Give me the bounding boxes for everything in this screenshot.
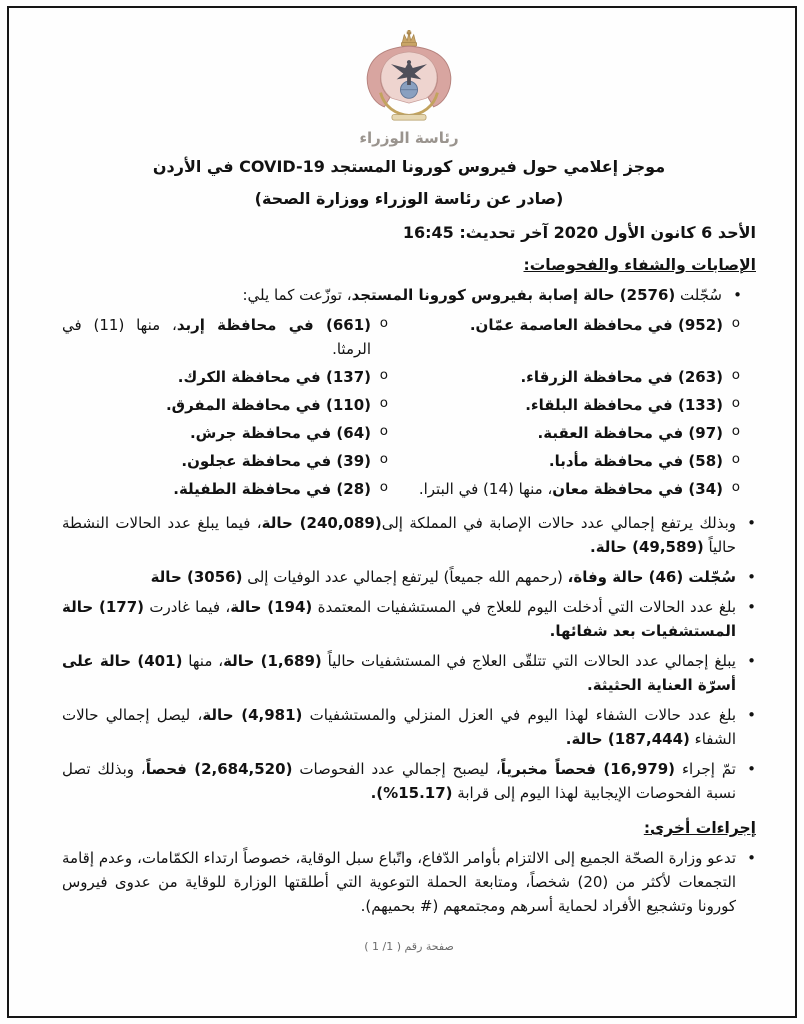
bullet-text-regular: ، وبذلك تصل نسبة الفحوصات الإيجابية لهذا اليوم إلى قرابة xyxy=(62,760,736,802)
circle-bullet-marker: o xyxy=(379,451,388,467)
bullet-text xyxy=(62,449,371,473)
measures-bullet-list xyxy=(62,846,756,918)
bullet-text xyxy=(62,421,371,445)
bullet-marker: • xyxy=(747,652,756,670)
bullet-text-emphasis: (240,089) حالة xyxy=(261,514,382,532)
stat-bullet-item xyxy=(62,703,756,751)
bullet-text-emphasis: (661) في محافظة إربد xyxy=(176,316,371,334)
bullet-text xyxy=(62,313,371,361)
bullet-text-regular: تدعو وزارة الصحّة الجميع إلى الالتزام بأوامر الدّفاع، واتّباع سبل الوقاية، خصوصاً ارتداء الكمّامات، وعدم إقامة التجمعات لأكثر من (20) شخصاً، ومتابعة الحملة التوعوية التي أطلقتها الوزارة للوقاية من عدوى فيروس كورونا وتشجيع الأفراد لحماية أسرهم ومجتمعهم (# بحميهم). xyxy=(62,849,736,915)
bullet-marker: • xyxy=(747,760,756,778)
section-heading-cases-text: الإصابات والشفاء والفحوصات: xyxy=(523,256,756,274)
circle-bullet-marker: o xyxy=(731,479,740,495)
stat-bullet-item xyxy=(62,565,756,589)
bullet-text-regular: تمّ إجراء xyxy=(675,760,736,778)
bullet-text-emphasis: (4,981) حالة xyxy=(202,706,303,724)
bullet-text-regular: ، توزّعت كما يلي: xyxy=(242,286,352,304)
bullet-text xyxy=(414,449,723,473)
governorate-item xyxy=(62,365,388,389)
bullet-text-emphasis: (49,589) حالة. xyxy=(590,538,704,556)
bullet-text xyxy=(62,283,722,307)
circle-bullet-marker: o xyxy=(731,395,740,411)
governorate-item xyxy=(62,449,388,473)
bullet-text-emphasis: (1,689) حالة xyxy=(223,652,322,670)
bullet-text-regular: ، ليصل إجمالي حالات الشفاء xyxy=(62,706,736,748)
bullet-marker: • xyxy=(733,286,742,304)
bullet-text-regular: بلغ عدد حالات الشفاء لهذا اليوم في العزل المنزلي والمستشفيات xyxy=(302,706,737,724)
section-heading-measures xyxy=(62,819,756,837)
bullet-text-regular: ، منها (11) في الرمثا. xyxy=(62,316,371,358)
bullet-text-emphasis: (64) في محافظة جرش. xyxy=(189,424,371,442)
bullet-text-regular: بلغ عدد الحالات التي أدخلت اليوم للعلاج في المستشفيات المعتمدة xyxy=(312,598,737,616)
logo-caption: رئاسة الوزراء xyxy=(359,129,459,147)
governorate-item xyxy=(414,449,740,473)
bullet-text-emphasis: (97) في محافظة العقبة. xyxy=(537,424,723,442)
governorate-list xyxy=(62,313,756,505)
circle-bullet-marker: o xyxy=(379,367,388,383)
bullet-text-regular: ، منها (14) في البترا. xyxy=(418,480,553,498)
circle-bullet-marker: o xyxy=(731,451,740,467)
governorate-item xyxy=(414,477,740,501)
bullet-text xyxy=(414,365,723,389)
bullet-text xyxy=(62,511,736,559)
bullet-text-emphasis: (110) في محافظة المفرق. xyxy=(165,396,371,414)
bullet-marker: • xyxy=(747,514,756,532)
bullet-text-emphasis: (137) في محافظة الكرك. xyxy=(177,368,371,386)
document-subtitle: (صادر عن رئاسة الوزراء ووزارة الصحة) xyxy=(254,189,564,208)
bullet-text xyxy=(62,477,371,501)
intro-bullet-item xyxy=(62,283,756,307)
bullet-text-emphasis: (194) حالة xyxy=(230,598,313,616)
bullet-text-regular: ، منها xyxy=(182,652,224,670)
bullet-text-regular: وبذلك يرتفع إجمالي عدد حالات الإصابة في المملكة إلى xyxy=(381,514,736,532)
date-line: الأحد 6 كانون الأول 2020 آخر تحديث: 16:45 xyxy=(402,223,756,242)
bullet-text-regular: ، فيما غادرت xyxy=(144,598,231,616)
circle-bullet-marker: o xyxy=(379,423,388,439)
bullet-text-emphasis: سُجّلت (46) حالة وفاة، xyxy=(567,568,736,586)
bullet-text-emphasis: (263) في محافظة الزرقاء. xyxy=(520,368,723,386)
circle-bullet-marker: o xyxy=(379,479,388,495)
bullet-text-emphasis: (3056) حالة xyxy=(150,568,243,586)
circle-bullet-marker: o xyxy=(731,315,740,331)
bullet-text xyxy=(62,649,736,697)
bullet-text-emphasis: (39) في محافظة عجلون. xyxy=(181,452,371,470)
bullet-text-regular: يبلغ إجمالي عدد الحالات التي تتلقّى العلاج في المستشفيات حالياً xyxy=(321,652,736,670)
circle-bullet-marker: o xyxy=(731,367,740,383)
governorate-item xyxy=(414,365,740,389)
stats-bullet-list xyxy=(62,511,756,805)
bullet-text-emphasis: (15.17%). xyxy=(370,784,453,802)
logo-container xyxy=(62,30,756,147)
governorate-item xyxy=(414,421,740,445)
bullet-text xyxy=(414,477,723,501)
bullet-text-emphasis: (187,444) حالة. xyxy=(565,730,690,748)
bullet-text-regular: ، ليصبح إجمالي عدد الفحوصات xyxy=(292,760,501,778)
bullet-text xyxy=(62,757,736,805)
bullet-marker: • xyxy=(747,849,756,867)
bullet-text-emphasis: (28) في محافظة الطفيلة. xyxy=(173,480,371,498)
jordan-coat-of-arms-logo xyxy=(352,30,466,123)
stat-bullet-item xyxy=(62,595,756,643)
intro-bullet-list xyxy=(62,283,756,307)
governorate-item xyxy=(62,393,388,417)
stat-bullet-item xyxy=(62,511,756,559)
bullet-text-emphasis: (401) حالة على أسرّة العناية الحثيثة. xyxy=(62,652,736,694)
governorate-item xyxy=(62,421,388,445)
bullet-text-emphasis: (58) في محافظة مأدبا. xyxy=(548,452,723,470)
bullet-text xyxy=(62,393,371,417)
section-heading-cases xyxy=(62,256,756,274)
bullet-text xyxy=(62,365,371,389)
section-heading-measures-text: إجراءات أخرى: xyxy=(643,819,756,837)
circle-bullet-marker: o xyxy=(731,423,740,439)
bullet-text-emphasis: (34) في محافظة معان xyxy=(552,480,723,498)
stat-bullet-item xyxy=(62,757,756,805)
measure-bullet-item xyxy=(62,846,756,918)
bullet-text xyxy=(414,313,723,361)
bullet-text-emphasis: (133) في محافظة البلقاء. xyxy=(525,396,723,414)
page-number: صفحة رقم ( 1/ 1 ) xyxy=(364,940,454,953)
bullet-text-emphasis: (2,684,520) فحصاً xyxy=(145,760,293,778)
bullet-marker: • xyxy=(747,598,756,616)
governorate-item xyxy=(62,313,388,361)
bullet-marker: • xyxy=(747,706,756,724)
stat-bullet-item xyxy=(62,649,756,697)
bullet-text xyxy=(62,595,736,643)
bullet-text-regular: (رحمهم الله جميعاً) ليرتفع إجمالي عدد الوفيات إلى xyxy=(242,568,568,586)
bullet-text-emphasis: (952) في محافظة العاصمة عمّان. xyxy=(469,316,723,334)
bullet-marker: • xyxy=(747,568,756,586)
circle-bullet-marker: o xyxy=(379,395,388,411)
bullet-text-regular: ، فيما يبلغ عدد الحالات النشطة حالياً xyxy=(62,514,736,556)
bullet-text xyxy=(414,393,723,417)
bullet-text-regular: سُجّلت xyxy=(675,286,722,304)
governorate-item xyxy=(414,313,740,361)
bullet-text-emphasis: (177) حالة المستشفيات بعد شفائها. xyxy=(62,598,736,640)
bullet-text-emphasis: (2576) حالة إصابة بفيروس كورونا المستجد xyxy=(351,286,676,304)
governorate-item xyxy=(62,477,388,501)
bullet-text xyxy=(62,703,736,751)
bullet-text xyxy=(414,421,723,445)
circle-bullet-marker: o xyxy=(379,315,388,331)
bullet-text xyxy=(62,846,736,918)
governorate-item xyxy=(414,393,740,417)
document-title: موجز إعلامي حول فيروس كورونا المستجد COVID-19 في الأردن xyxy=(152,157,666,176)
bullet-text xyxy=(62,565,736,589)
bullet-text-emphasis: (16,979) فحصاً مخبرياً xyxy=(500,760,675,778)
